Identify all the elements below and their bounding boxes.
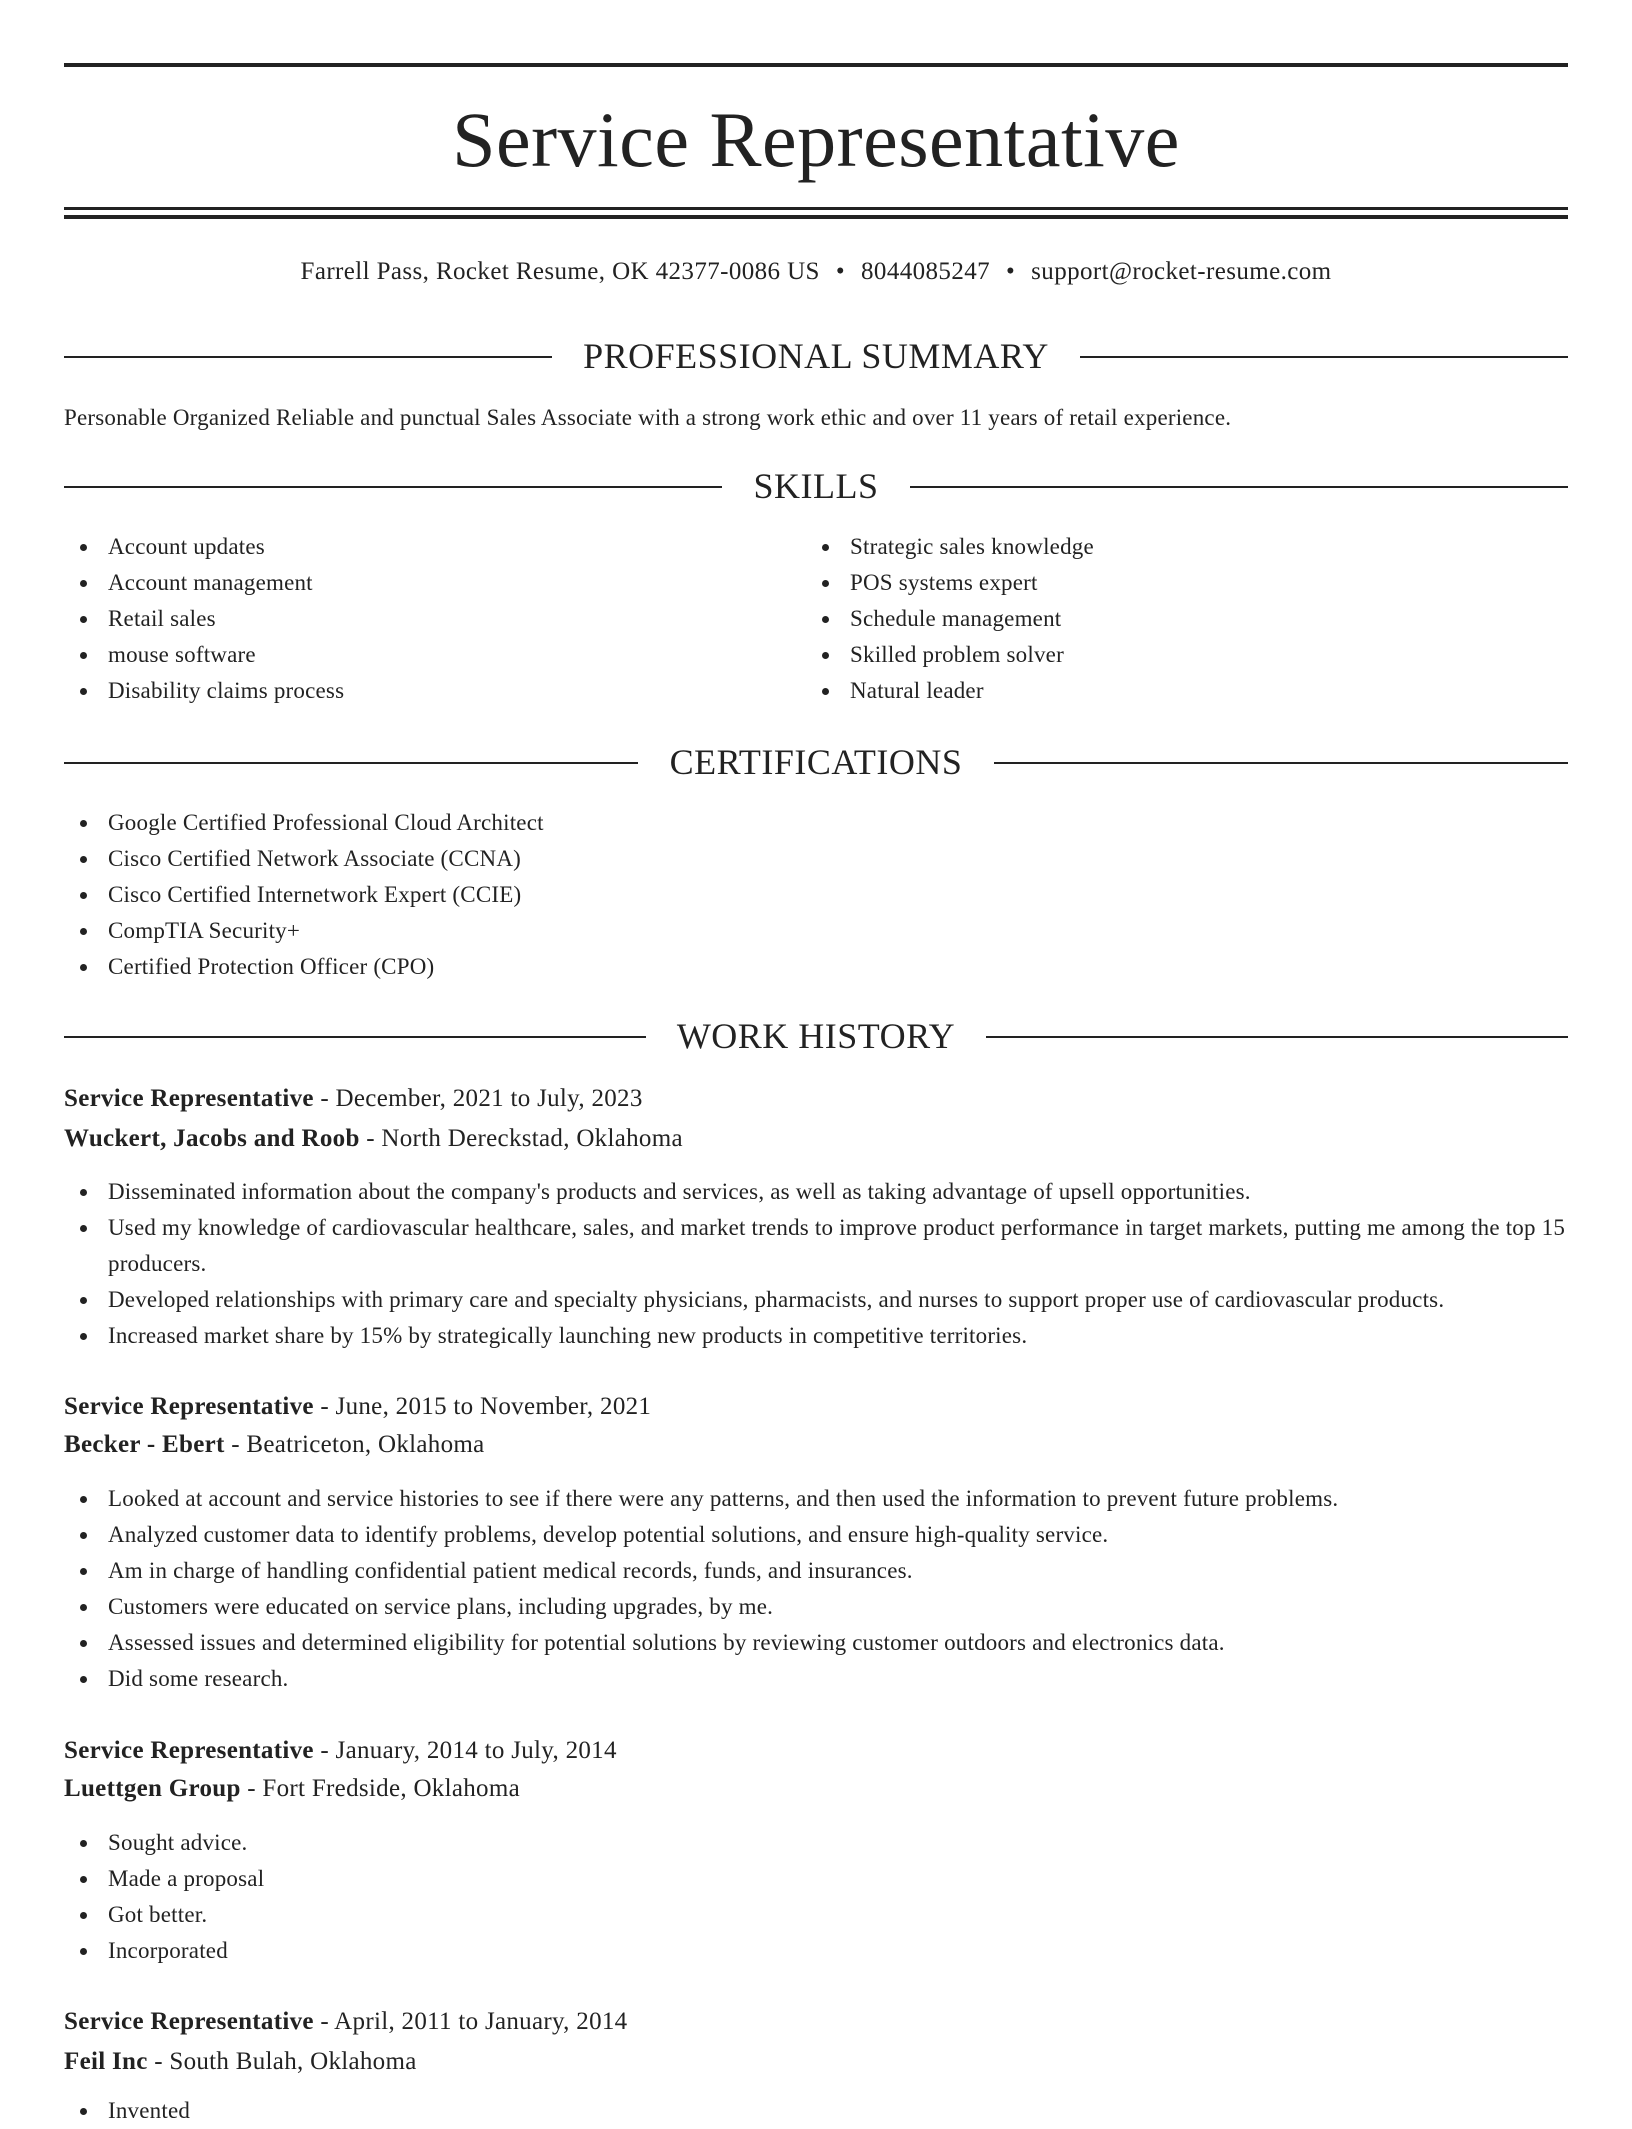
job-title-line: Service Representative - January, 2014 to July, 2014 (64, 1737, 617, 1764)
list-item: Account updates (64, 529, 804, 565)
page-title: Service Representative (452, 96, 1180, 183)
contact-address: Farrell Pass, Rocket Resume, OK 42377-0086 US (300, 258, 820, 285)
contact-separator: • (835, 258, 846, 285)
list-item: Account management (64, 565, 804, 601)
job-dates: December, 2021 to July, 2023 (335, 1085, 643, 1112)
list-item: Invented (64, 2093, 1568, 2129)
list-item: Retail sales (64, 601, 804, 637)
list-item: Used my knowledge of cardiovascular healthcare, sales, and market trends to improve product performance in target markets, putting me among the top 15 producers. (64, 1210, 1568, 1282)
job-location: Fort Fredside, Oklahoma (262, 1775, 520, 1802)
skills-list-right (806, 529, 1546, 709)
job-bullets (64, 1481, 1568, 1697)
section-title: WORK HISTORY (676, 1016, 956, 1056)
job-dates: January, 2014 to July, 2014 (335, 1737, 617, 1764)
contact-line (64, 254, 1568, 290)
list-item: Incorporated (64, 1933, 1568, 1969)
list-item: Natural leader (806, 673, 1546, 709)
job-company-line: Becker - Ebert - Beatriceton, Oklahoma (64, 1431, 485, 1458)
list-item: Customers were educated on service plans, including upgrades, by me. (64, 1589, 1568, 1625)
header-bottom-rule-second (64, 215, 1568, 219)
job-location: South Bulah, Oklahoma (169, 2048, 417, 2075)
job-title: Service Representative (64, 1737, 314, 1764)
list-item: Certified Protection Officer (CPO) (64, 949, 1568, 985)
list-item: Am in charge of handling confidential patient medical records, funds, and insurances. (64, 1553, 1568, 1589)
list-item: mouse software (64, 637, 804, 673)
job-title: Service Representative (64, 1085, 314, 1112)
list-item: Developed relationships with primary care and specialty physicians, pharmacists, and nurses to support proper use of cardiovascular products. (64, 1282, 1568, 1318)
section-heading-work-history (64, 1014, 1568, 1058)
summary-text: Personable Organized Reliable and punctual Sales Associate with a strong work ethic and over 11 years of retail experience. (64, 405, 1232, 430)
list-item: Cisco Certified Internetwork Expert (CCIE) (64, 877, 1568, 913)
job-company: Feil Inc (64, 2048, 148, 2075)
certifications-list (64, 805, 1568, 985)
section-title: CERTIFICATIONS (669, 742, 963, 782)
list-item: CompTIA Security+ (64, 913, 1568, 949)
list-item: Cisco Certified Network Associate (CCNA) (64, 841, 1568, 877)
header-bottom-rule (64, 207, 1568, 210)
job-title-line: Service Representative - June, 2015 to November, 2021 (64, 1393, 652, 1420)
list-item: Increased market share by 15% by strategically launching new products in competitive territories. (64, 1318, 1568, 1354)
section-title: PROFESSIONAL SUMMARY (583, 336, 1049, 376)
list-item: Did some research. (64, 1661, 1568, 1697)
job-bullets (64, 2093, 1568, 2129)
list-item: Made a proposal (64, 1861, 1568, 1897)
contact-email: support@rocket-resume.com (1031, 258, 1332, 285)
contact-separator: • (1006, 258, 1016, 285)
job-dates: April, 2011 to January, 2014 (334, 2008, 628, 2035)
list-item: Schedule management (806, 601, 1546, 637)
job-title-line: Service Representative - April, 2011 to January, 2014 (64, 2008, 628, 2035)
job-location: Beatriceton, Oklahoma (246, 1431, 485, 1458)
list-item: Assessed issues and determined eligibility for potential solutions by reviewing customer outdoors and electronics data. (64, 1625, 1568, 1661)
job-title: Service Representative (64, 1393, 314, 1420)
contact-phone: 8044085247 (861, 258, 991, 285)
job-company-line: Wuckert, Jacobs and Roob - North Dereckstad, Oklahoma (64, 1125, 683, 1152)
job-company: Luettgen Group (64, 1775, 241, 1802)
list-item: Looked at account and service histories to see if there were any patterns, and then used the information to prevent future problems. (64, 1481, 1568, 1517)
job-location: North Dereckstad, Oklahoma (381, 1125, 683, 1152)
section-heading-summary (64, 334, 1568, 378)
job-company: Becker - Ebert (64, 1431, 225, 1458)
list-item: Analyzed customer data to identify problems, develop potential solutions, and ensure high-quality service. (64, 1517, 1568, 1553)
list-item: Skilled problem solver (806, 637, 1546, 673)
job-company: Wuckert, Jacobs and Roob (64, 1125, 360, 1152)
list-item: POS systems expert (806, 565, 1546, 601)
job-company-line: Luettgen Group - Fort Fredside, Oklahoma (64, 1775, 520, 1802)
list-item: Strategic sales knowledge (806, 529, 1546, 565)
list-item: Google Certified Professional Cloud Architect (64, 805, 1568, 841)
job-bullets (64, 1825, 1568, 1969)
section-heading-certifications (64, 740, 1568, 784)
skills-list-left (64, 529, 804, 709)
list-item: Disability claims process (64, 673, 804, 709)
section-title: SKILLS (753, 466, 879, 506)
job-dates: June, 2015 to November, 2021 (335, 1393, 652, 1420)
list-item: Disseminated information about the company's products and services, as well as taking advantage of upsell opportunities. (64, 1174, 1568, 1210)
list-item: Got better. (64, 1897, 1568, 1933)
job-title-line: Service Representative - December, 2021 to July, 2023 (64, 1085, 643, 1112)
list-item: Sought advice. (64, 1825, 1568, 1861)
section-heading-skills (64, 464, 1568, 508)
job-bullets (64, 1174, 1568, 1354)
job-company-line: Feil Inc - South Bulah, Oklahoma (64, 2048, 417, 2075)
header-top-rule (64, 63, 1568, 67)
job-title: Service Representative (64, 2008, 314, 2035)
